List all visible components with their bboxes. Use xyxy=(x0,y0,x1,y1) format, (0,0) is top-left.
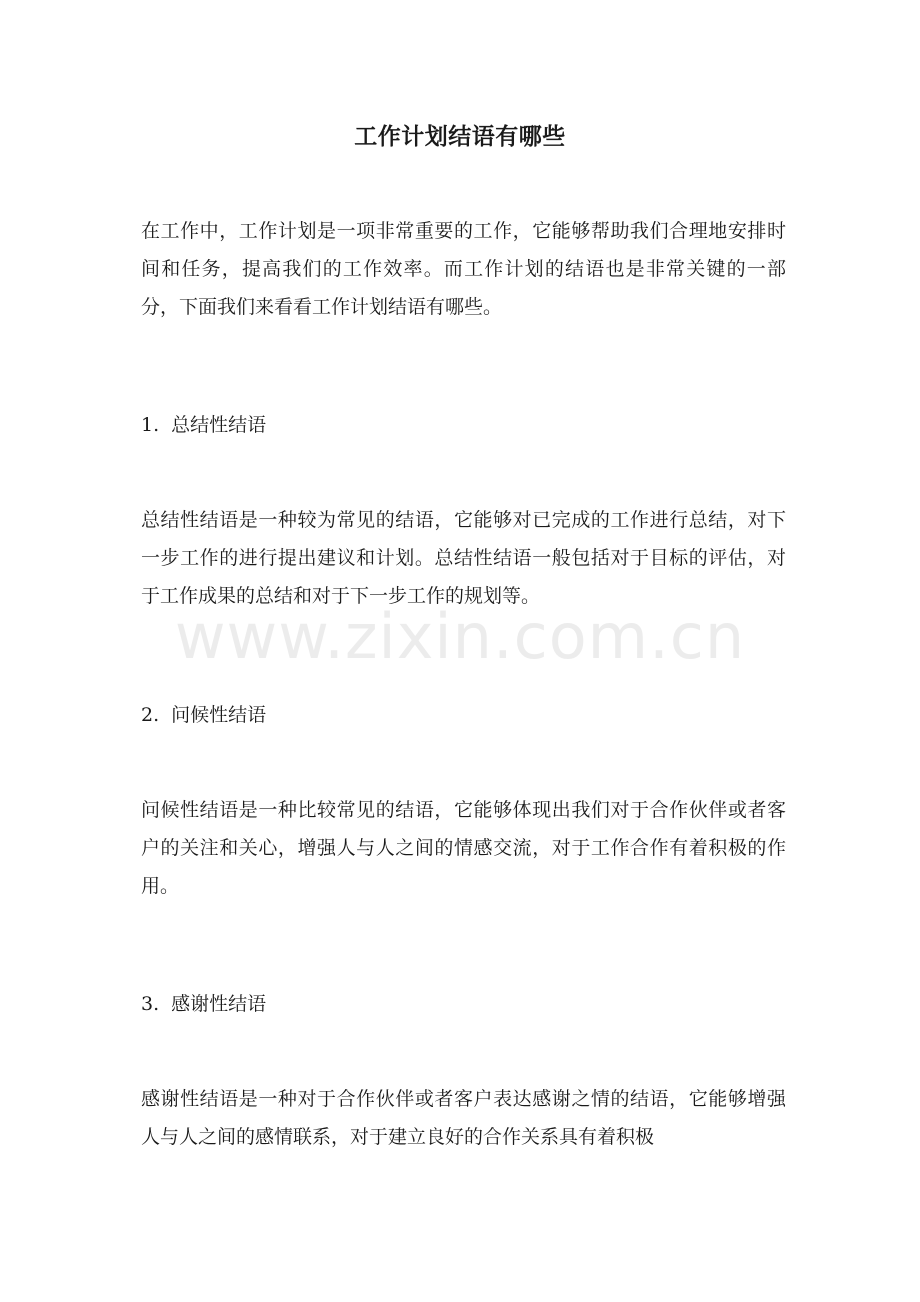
section-title: 问候性结语 xyxy=(171,704,267,726)
section-title: 总结性结语 xyxy=(171,414,267,436)
intro-paragraph: 在工作中，工作计划是一项非常重要的工作，它能够帮助我们合理地安排时间和任务，提高我们的工作效率。而工作计划的结语也是非常关键的一部分，下面我们来看看工作计划结语有哪些。 xyxy=(141,220,786,318)
section-body-1: 总结性结语是一种较为常见的结语，它能够对已完成的工作进行总结，对下一步工作的进行提出建议和计划。总结性结语一般包括对于目标的评估，对于工作成果的总结和对于下一步工作的规划等。 xyxy=(141,509,786,607)
section-heading-1 xyxy=(141,406,266,444)
section-number: 2. xyxy=(141,704,160,726)
section-heading-3 xyxy=(141,985,266,1023)
section-body-2: 问候性结语是一种比较常见的结语，它能够体现出我们对于合作伙伴或者客户的关注和关心，增强人与人之间的情感交流，对于工作合作有着积极的作用。 xyxy=(141,799,786,897)
section-heading-2 xyxy=(141,696,266,734)
section-title: 感谢性结语 xyxy=(171,993,267,1015)
section-number: 1. xyxy=(141,414,160,436)
watermark: www.zixin.com.cn xyxy=(174,600,746,673)
section-body-3: 感谢性结语是一种对于合作伙伴或者客户表达感谢之情的结语，它能够增强人与人之间的感情联系，对于建立良好的合作关系具有着积极 xyxy=(141,1088,786,1148)
section-number: 3. xyxy=(141,993,160,1015)
document-title: 工作计划结语有哪些 xyxy=(354,123,566,150)
